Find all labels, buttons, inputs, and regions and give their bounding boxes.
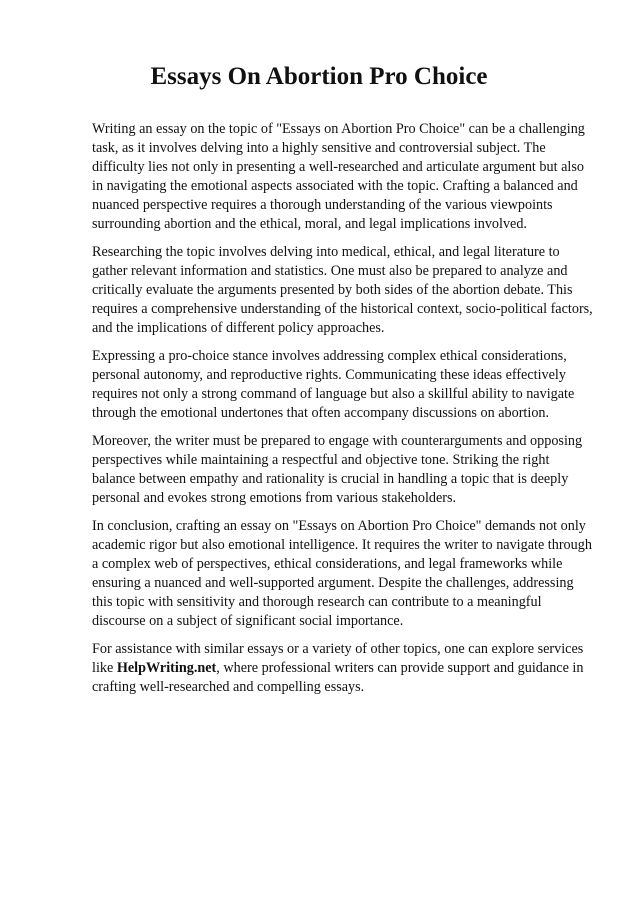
paragraph-1: Writing an essay on the topic of "Essays on Abortion Pro Choice" can be a challenging task, as it involves delving into a highly sensitive and controversial subject. The difficulty lies not only in presenting a well-researched and articulate argument but also in navigating the emotional aspects associated with the topic. Crafting a balanced and nuanced perspective requires a thorough understanding of the various viewpoints surrounding abortion and the ethical, moral, and legal implications involved. xyxy=(92,121,585,232)
paragraph-4: Moreover, the writer must be prepared to engage with counterarguments and opposing perspectives while maintaining a respectful and objective tone. Striking the right balance between empathy and rationality is crucial in handling a topic that is deeply personal and evokes strong emotions from various stakeholders. xyxy=(92,433,583,506)
document-title: Essays On Abortion Pro Choice xyxy=(150,63,488,90)
paragraph-3: Expressing a pro-choice stance involves addressing complex ethical considerations, personal autonomy, and reproductive rights. Communicating these ideas effectively requires not only a strong command of language but also a skillful ability to navigate through the emotional undertones that often accompany discussions on abortion. xyxy=(92,348,575,421)
closing-paragraph xyxy=(92,640,596,697)
paragraph-5: In conclusion, crafting an essay on "Essays on Abortion Pro Choice" demands not only academic rigor but also emotional intelligence. It requires the writer to navigate through a complex web of perspectives, ethical considerations, and legal frameworks while ensuring a nuanced and well-supported argument. Despite the challenges, addressing this topic with sensitivity and thorough research can contribute to a meaningful discourse on a subject of significant social importance. xyxy=(92,518,592,629)
closing-text-after: , where professional writers can provide support and guidance in crafting well-researched and compelling essays. xyxy=(92,660,584,695)
closing-text-before: For assistance with similar essays or a variety of other topics, one can explore services like xyxy=(92,641,584,676)
helpwriting-link[interactable]: HelpWriting.net xyxy=(116,660,217,676)
document-body xyxy=(92,120,596,706)
paragraph-2: Researching the topic involves delving into medical, ethical, and legal literature to gather relevant information and statistics. One must also be prepared to analyze and critically evaluate the arguments presented by both sides of the abortion debate. This requires a comprehensive understanding of the historical context, socio-political factors, and the implications of different policy approaches. xyxy=(92,244,593,336)
